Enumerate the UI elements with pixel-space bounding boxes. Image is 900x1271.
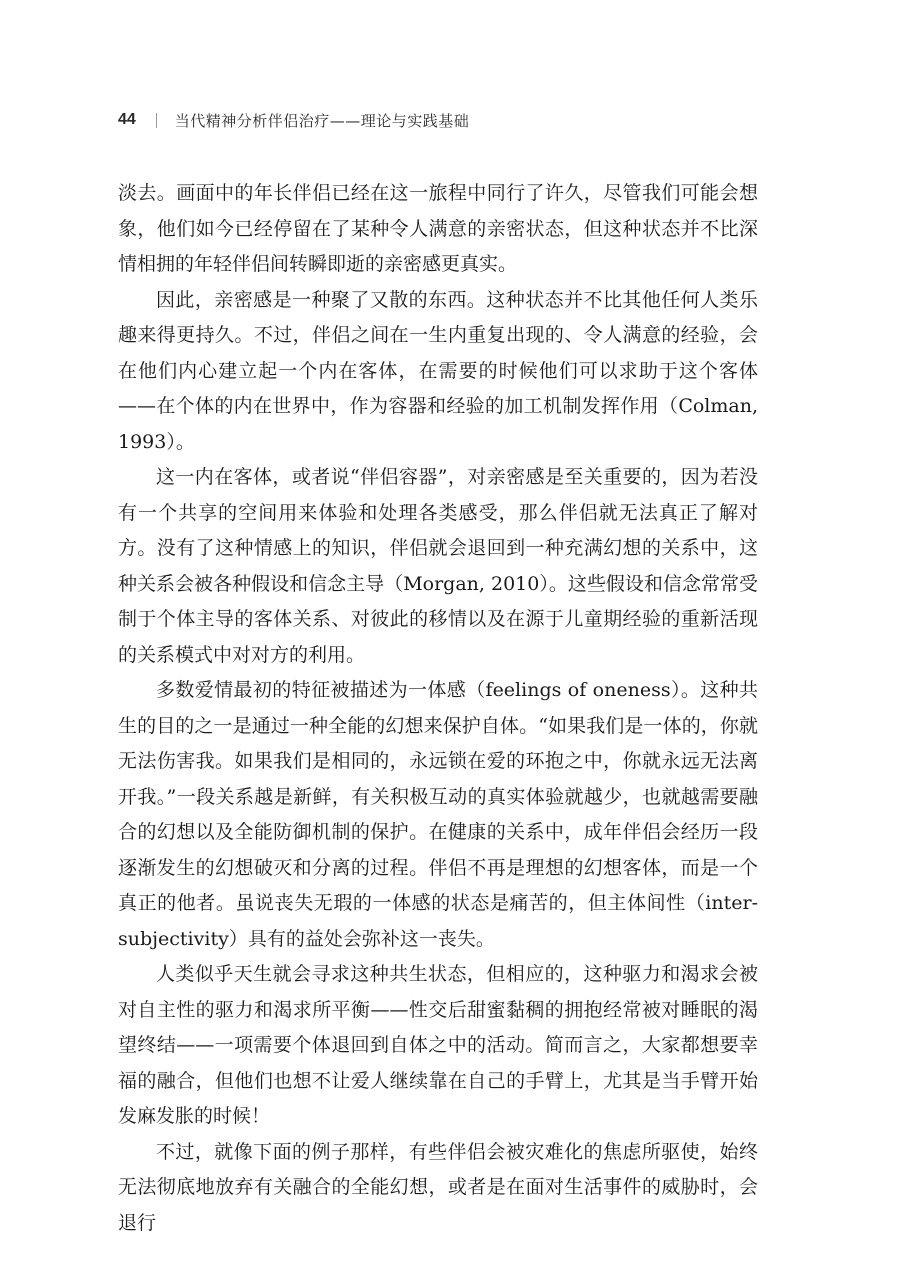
header-divider	[156, 113, 157, 128]
paragraph-continued: 淡去。画面中的年长伴侣已经在这一旅程中同行了许久，尽管我们可能会想象，他们如今已经停留在了某种令人满意的亲密状态，但这种状态并不比深情相拥的年轻伴侣间转瞬即逝的亲密感更真实。	[118, 182, 758, 275]
paragraph: 人类似乎天生就会寻求这种共生状态，但相应的，这种驱力和渴求会被对自主性的驱力和渴求所平衡——性交后甜蜜黏稠的拥抱经常被对睡眠的渴望终结——一项需要个体退回到自体之中的活动。简而言之，大家都想要幸福的融合，但他们也想不让爱人继续靠在自己的手臂上，尤其是当手臂开始发麻发胀的时候！	[118, 963, 758, 1127]
paragraph: 多数爱情最初的特征被描述为一体感（feelings of oneness）。这种共生的目的之一是通过一种全能的幻想来保护自体。“如果我们是一体的，你就无法伤害我。如果我们是相同的，永远锁在爱的环抱之中，你就永远无法离开我。”一段关系越是新鲜，有关积极互动的真实体验就越少，也就越需要融合的幻想以及全能防御机制的保护。在健康的关系中，成年伴侣会经历一段逐渐发生的幻想破灭和分离的过程。伴侣不再是理想的幻想客体，而是一个真正的他者。虽说丧失无瑕的一体感的状态是痛苦的，但主体间性（inter-subjectivity）具有的益处会弥补这一丧失。	[118, 679, 758, 950]
paragraph: 不过，就像下面的例子那样，有些伴侣会被灾难化的焦虑所驱使，始终无法彻底地放弃有关融合的全能幻想，或者是在面对生活事件的威胁时，会退行	[118, 1140, 758, 1234]
paragraph: 这一内在客体，或者说“伴侣容器”，对亲密感是至关重要的，因为若没有一个共享的空间用来体验和处理各类感受，那么伴侣就无法真正了解对方。没有了这种情感上的知识，伴侣就会退回到一种充满幻想的关系中，这种关系会被各种假设和信念主导（Morgan, 2010）。这些假设和信念常常受制于个体主导的客体关系、对彼此的移情以及在源于儿童期经验的重新活现的关系模式中对对方的利用。	[118, 466, 758, 666]
body-text	[118, 176, 758, 1241]
running-title: 当代精神分析伴侣治疗——理论与实践基础	[174, 111, 470, 130]
running-header	[118, 108, 469, 132]
paragraph: 因此，亲密感是一种聚了又散的东西。这种状态并不比其他任何人类乐趣来得更持久。不过，伴侣之间在一生内重复出现的、令人满意的经验，会在他们内心建立起一个内在客体，在需要的时候他们可以求助于这个客体——在个体的内在世界中，作为容器和经验的加工机制发挥作用（Colman, 1993）。	[118, 288, 758, 453]
page-number: 44	[118, 111, 136, 128]
